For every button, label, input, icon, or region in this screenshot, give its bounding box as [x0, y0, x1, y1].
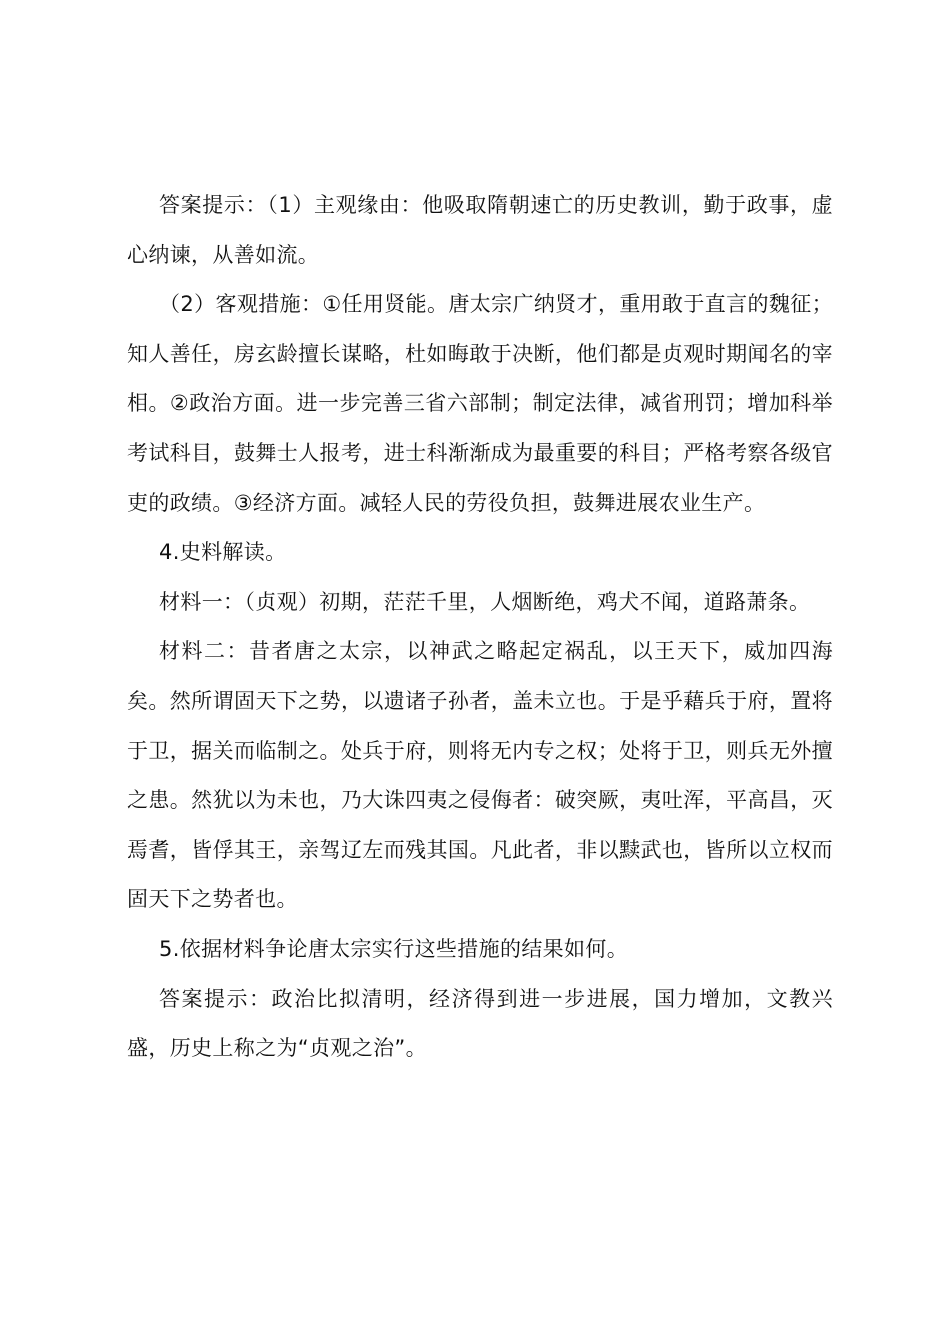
answer-hint-paragraph: 答案提示：（1）主观缘由：他吸取隋朝速亡的历史教训，勤于政事，虚心纳谏，从善如流。	[127, 193, 833, 267]
material-two-paragraph: 材料二：昔者唐之太宗，以神武之略起定祸乱，以王天下，威加四海矣。然所谓固天下之势，以遗诸子孙者，盖未立也。于是乎藉兵于府，置将于卫，据关而临制之。处兵于府，则将无内专之权；处将于卫，则兵无外擅之患。然犹以为未也，乃大诛四夷之侵侮者：破突厥，夷吐浑，平高昌，灭焉耆，皆俘其王，亲驾辽左而残其国。凡此者，非以黩武也，皆所以立权而固天下之势者也。	[127, 639, 833, 912]
question-4-heading: 4.史料解读。	[159, 540, 287, 565]
material-one-paragraph: 材料一：（贞观）初期，茫茫千里，人烟断绝，鸡犬不闻，道路萧条。	[159, 589, 811, 614]
answer-hint-final-paragraph: 答案提示：政治比拟清明，经济得到进一步进展，国力增加，文教兴盛，历史上称之为“贞观之治”。	[127, 986, 833, 1061]
document-body	[127, 181, 833, 1074]
question-5-paragraph: 5.依据材料争论唐太宗实行这些措施的结果如何。	[159, 936, 629, 961]
objective-measures-paragraph: （2）客观措施：①任用贤能。唐太宗广纳贤才，重用敢于直言的魏征；知人善任，房玄龄擅长谋略，杜如晦敢于决断，他们都是贞观时期闻名的宰相。②政治方面。进一步完善三省六部制；制定法律，减省刑罚；增加科举考试科目，鼓舞士人报考，进士科渐渐成为最重要的科目；严格考察各级官吏的政绩。③经济方面。减轻人民的劳役负担，鼓舞进展农业生产。	[127, 292, 833, 515]
